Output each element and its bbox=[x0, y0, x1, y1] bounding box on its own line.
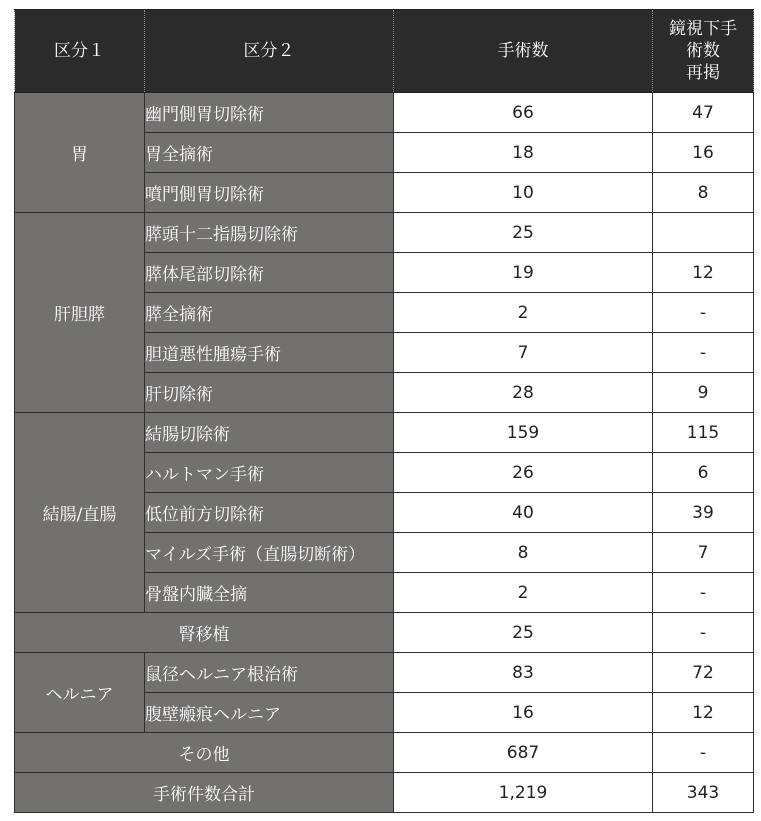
endoscopic-count: 9 bbox=[653, 373, 754, 413]
procedure-name: 膵体尾部切除術 bbox=[145, 253, 394, 293]
endoscopic-count bbox=[653, 213, 754, 253]
procedure-name: 鼠径ヘルニア根治術 bbox=[145, 653, 394, 693]
endoscopic-count: 6 bbox=[653, 453, 754, 493]
surgery-table bbox=[14, 9, 754, 813]
procedure-name: 膵全摘術 bbox=[145, 293, 394, 333]
procedure-name: 腹壁瘢痕ヘルニア bbox=[145, 693, 394, 733]
category-colorectal: 結腸/直腸 bbox=[15, 413, 145, 613]
surgery-count: 25 bbox=[394, 613, 653, 653]
table-row bbox=[15, 653, 754, 693]
table-row bbox=[15, 413, 754, 453]
table-row bbox=[15, 613, 754, 653]
surgery-count: 2 bbox=[394, 573, 653, 613]
total-label: 手術件数合計 bbox=[15, 773, 394, 813]
endoscopic-count: - bbox=[653, 733, 754, 773]
procedure-name: 骨盤内臓全摘 bbox=[145, 573, 394, 613]
header-row bbox=[15, 10, 754, 93]
endoscopic-count: - bbox=[653, 573, 754, 613]
procedure-name: 幽門側胃切除術 bbox=[145, 93, 394, 133]
endoscopic-count: 39 bbox=[653, 493, 754, 533]
endoscopic-count: - bbox=[653, 293, 754, 333]
endoscopic-count: 72 bbox=[653, 653, 754, 693]
surgery-count: 16 bbox=[394, 693, 653, 733]
total-surgery-count: 1,219 bbox=[394, 773, 653, 813]
surgery-count: 40 bbox=[394, 493, 653, 533]
procedure-name: マイルズ手術（直腸切断術） bbox=[145, 533, 394, 573]
procedure-name: ハルトマン手術 bbox=[145, 453, 394, 493]
category-other: その他 bbox=[15, 733, 394, 773]
surgery-count: 83 bbox=[394, 653, 653, 693]
total-endoscopic-count: 343 bbox=[653, 773, 754, 813]
category-stomach: 胃 bbox=[15, 93, 145, 213]
surgery-count: 159 bbox=[394, 413, 653, 453]
total-row bbox=[15, 773, 754, 813]
table-row bbox=[15, 733, 754, 773]
endoscopic-count: 16 bbox=[653, 133, 754, 173]
surgery-count: 19 bbox=[394, 253, 653, 293]
surgery-count: 8 bbox=[394, 533, 653, 573]
surgery-count: 18 bbox=[394, 133, 653, 173]
table-row bbox=[15, 213, 754, 253]
category-hbp: 肝胆膵 bbox=[15, 213, 145, 413]
surgery-count: 7 bbox=[394, 333, 653, 373]
procedure-name: 膵頭十二指腸切除術 bbox=[145, 213, 394, 253]
endoscopic-count: - bbox=[653, 333, 754, 373]
endoscopic-count: 115 bbox=[653, 413, 754, 453]
category-kidney: 腎移植 bbox=[15, 613, 394, 653]
category-hernia: ヘルニア bbox=[15, 653, 145, 733]
endoscopic-count: - bbox=[653, 613, 754, 653]
procedure-name: 低位前方切除術 bbox=[145, 493, 394, 533]
endoscopic-count: 7 bbox=[653, 533, 754, 573]
procedure-name: 噴門側胃切除術 bbox=[145, 173, 394, 213]
endoscopic-count: 12 bbox=[653, 253, 754, 293]
header-surgeries: 手術数 bbox=[394, 10, 653, 93]
surgery-count: 28 bbox=[394, 373, 653, 413]
endoscopic-count: 8 bbox=[653, 173, 754, 213]
surgery-count: 2 bbox=[394, 293, 653, 333]
header-category2: 区分２ bbox=[145, 10, 394, 93]
header-endoscopic: 鏡視下手 術数 再掲 bbox=[653, 10, 754, 93]
surgery-count: 26 bbox=[394, 453, 653, 493]
table-row bbox=[15, 93, 754, 133]
procedure-name: 胃全摘術 bbox=[145, 133, 394, 173]
procedure-name: 胆道悪性腫瘍手術 bbox=[145, 333, 394, 373]
procedure-name: 肝切除術 bbox=[145, 373, 394, 413]
procedure-name: 結腸切除術 bbox=[145, 413, 394, 453]
endoscopic-count: 47 bbox=[653, 93, 754, 133]
endoscopic-count: 12 bbox=[653, 693, 754, 733]
surgery-count: 687 bbox=[394, 733, 653, 773]
surgery-count: 10 bbox=[394, 173, 653, 213]
surgery-count: 25 bbox=[394, 213, 653, 253]
surgery-count: 66 bbox=[394, 93, 653, 133]
header-category1: 区分１ bbox=[15, 10, 145, 93]
